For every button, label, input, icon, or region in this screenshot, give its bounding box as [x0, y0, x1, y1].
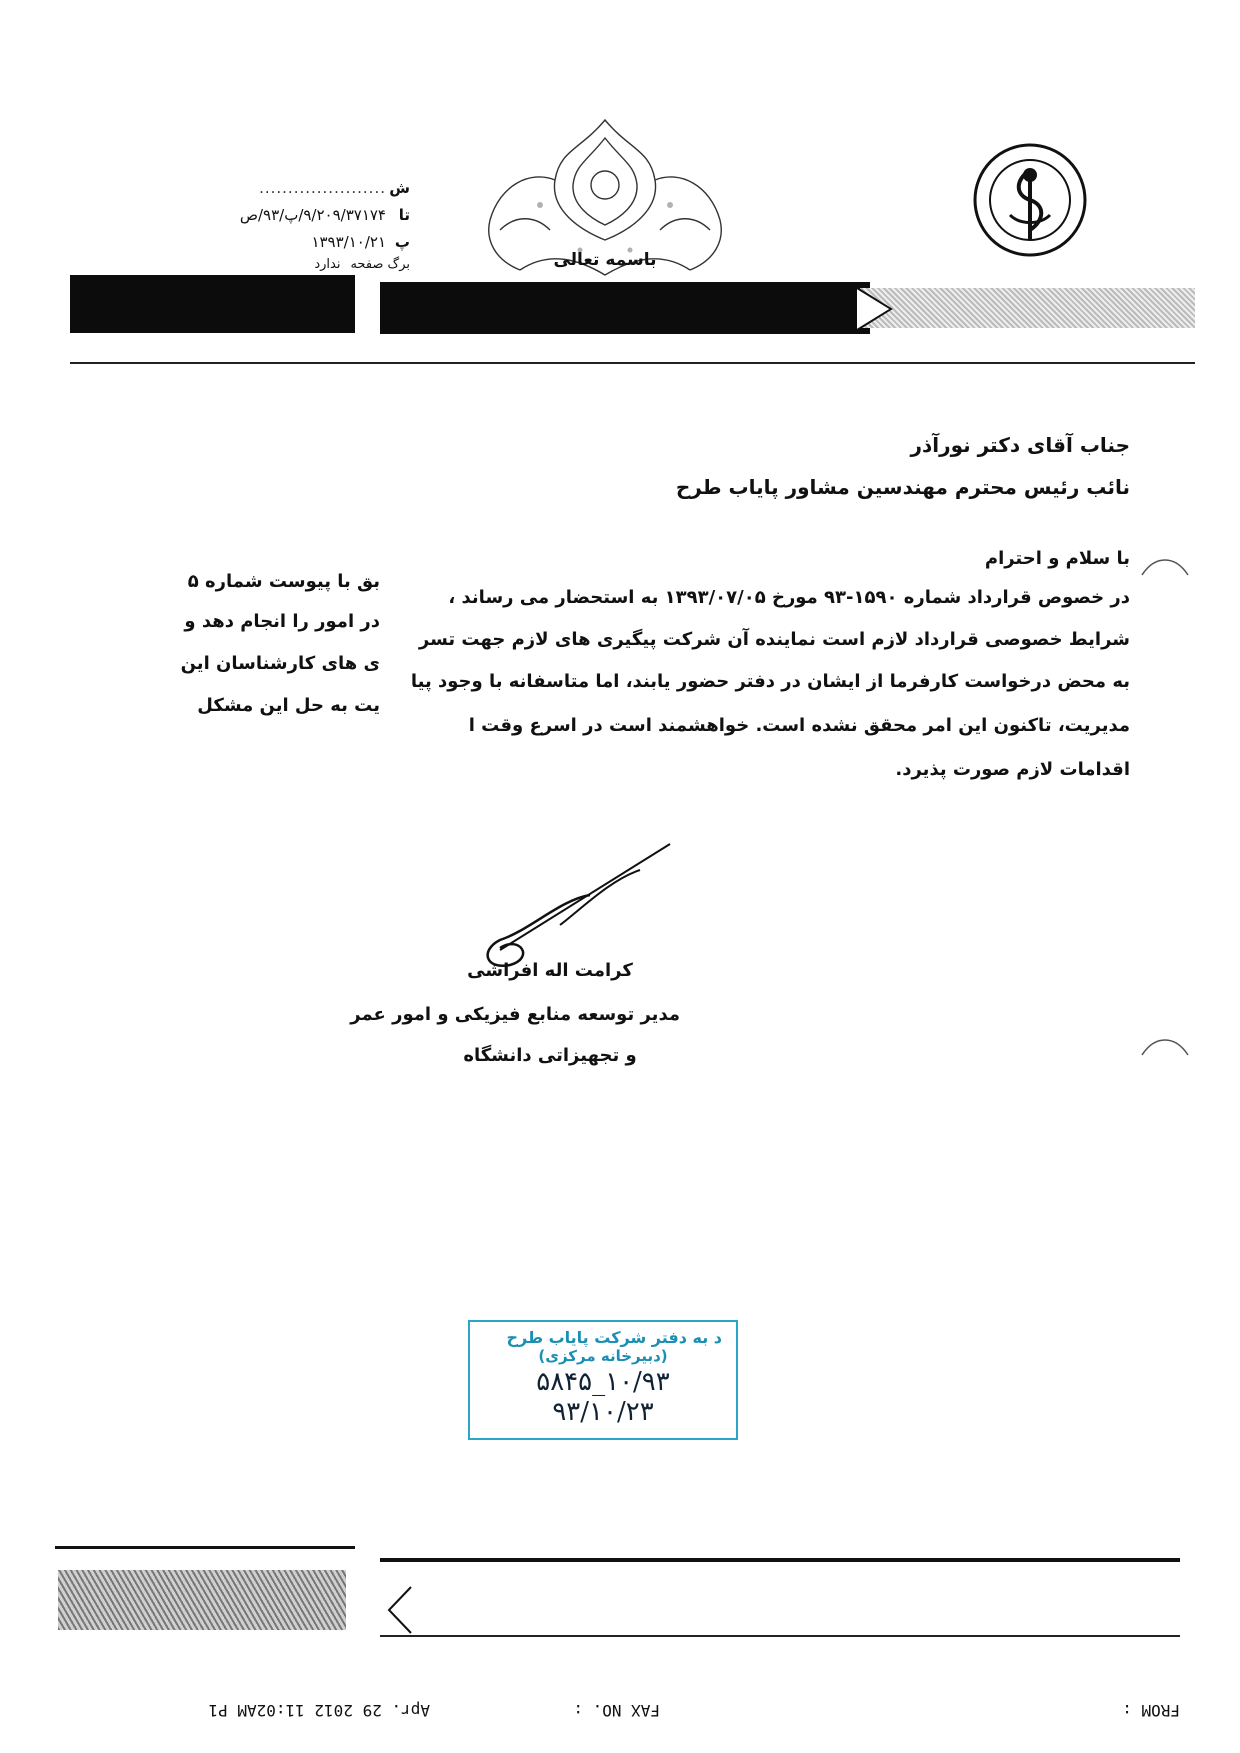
scan-artifact	[1140, 1030, 1190, 1060]
handwritten-signature	[440, 840, 680, 980]
letter-number-row	[140, 175, 410, 202]
date-row	[140, 229, 410, 256]
meta-label: ش	[389, 179, 410, 197]
signer-position: مدیر توسعه منابع فیزیکی و امور عمر	[350, 1004, 680, 1025]
body-line: شرایط خصوصی قرارداد لازم است نماینده آن شرکت پیگیری های لازم جهت تسر	[418, 629, 1130, 650]
meta-label: تا	[398, 206, 410, 224]
reference-number-row	[140, 202, 410, 229]
header-rule	[70, 362, 1195, 364]
stamp-registration-number: ۱۰/۹۳_۵۸۴۵	[536, 1367, 670, 1397]
footer-rule-left	[55, 1546, 355, 1549]
addressee-name: جناب آقای دکتر نورآذر	[910, 433, 1130, 457]
reference-number-value: ۹/۲۰۹/۳۷۱۷۴/پ/۹۳/ص	[239, 206, 386, 224]
body-line-fragment: یت به حل این مشکل	[197, 695, 380, 716]
receipt-stamp	[468, 1320, 738, 1440]
meta-label: پ	[394, 233, 410, 251]
body-line-fragment: بق با پیوست شماره ۵	[187, 571, 380, 592]
letter-number-value: ......................	[259, 179, 386, 197]
addressee-title: نائب رئیس محترم مهندسین مشاور پایاب طرح	[675, 475, 1130, 499]
university-logo-icon	[965, 130, 1095, 270]
scan-artifact	[1140, 550, 1190, 580]
body-line-fragment: در امور را انجام دهد و	[184, 611, 380, 632]
chevron-left-icon	[385, 1585, 415, 1635]
stamp-heading: د به دفتر شرکت پایاب طرح	[506, 1328, 722, 1347]
letter-date-value: ۱۳۹۳/۱۰/۲۱	[311, 233, 386, 251]
chevron-right-icon	[855, 286, 895, 332]
footer-rule-bottom	[380, 1635, 1180, 1637]
body-line: در خصوص قرارداد شماره ۱۵۹۰-۹۳ مورخ ۱۳۹۳/۰۷/۰۵ به استحضار می رساند ،	[448, 587, 1130, 608]
fax-from: FROM :	[1122, 1701, 1180, 1720]
body-line: اقدامات لازم صورت پذیرد.	[895, 759, 1130, 780]
body-line: به محض درخواست کارفرما از ایشان در دفتر حضور یابند، اما متاسفانه با وجود پیا	[410, 671, 1130, 692]
body-line: مدیریت، تاکنون این امر محقق نشده است. خواهشمند است در اسرع وقت ا	[468, 715, 1130, 736]
signer-organization: و تجهیزاتی دانشگاه	[463, 1045, 637, 1066]
header-bar-left	[70, 275, 355, 333]
body-line-fragment: ی های کارشناسان این	[180, 653, 380, 674]
greeting: با سلام و احترام	[984, 548, 1130, 569]
signer-name: کرامت اله افراشی	[467, 960, 633, 981]
letterhead-metadata	[140, 175, 410, 274]
stamp-date: ۹۳/۱۰/۲۳	[552, 1397, 654, 1427]
basmala-heading: باسمه تعالی	[553, 250, 657, 270]
header-bar-middle	[380, 282, 870, 334]
attachment-label: برگ صفحه	[350, 257, 410, 272]
attachment-value: ندارد	[314, 257, 341, 272]
stamp-subheading: (دبیرخانه مرکزی)	[538, 1347, 668, 1365]
attachment-row	[140, 256, 410, 274]
fax-number: FAX NO. :	[573, 1701, 660, 1720]
header-bar-right	[860, 288, 1195, 328]
footer-gray-block	[58, 1570, 346, 1630]
footer-rule-top	[380, 1558, 1180, 1562]
fax-header	[0, 1690, 1240, 1720]
fax-datetime: Apr. 29 2012 11:02AM P1	[208, 1701, 430, 1720]
